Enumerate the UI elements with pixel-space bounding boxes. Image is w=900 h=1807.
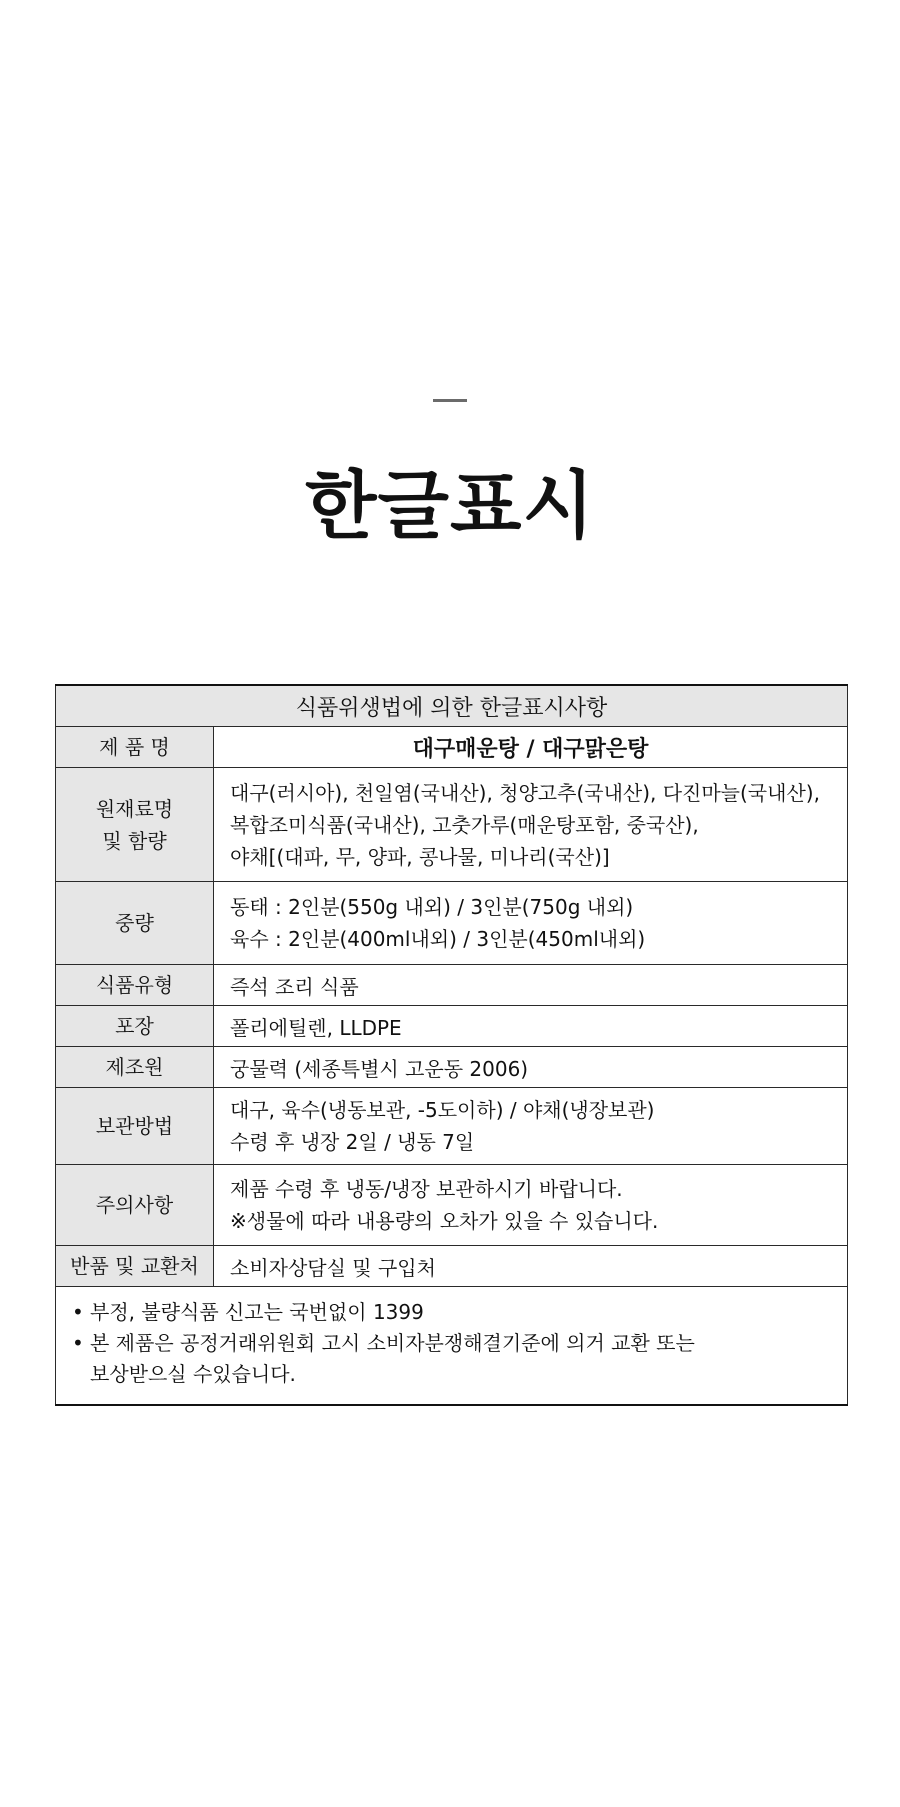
weight-value bbox=[214, 882, 848, 965]
ingredients-line: 야채[(대파, 무, 양파, 콩나물, 미나리(국산)] bbox=[230, 844, 610, 869]
weight-label: 중량 bbox=[56, 882, 214, 965]
table-row-packaging bbox=[56, 1006, 848, 1047]
ingredients-line: 대구(러시아), 천일염(국내산), 청양고추(국내산), 다진마늘(국내산), bbox=[230, 780, 820, 805]
manufacturer-value: 궁물력 (세종특별시 고운동 2006) bbox=[214, 1047, 848, 1088]
notices-cell bbox=[56, 1287, 848, 1406]
table-row-manufacturer bbox=[56, 1047, 848, 1088]
notice-item: • 부정, 불량식품 신고는 국번없이 1399 bbox=[72, 1297, 831, 1328]
caution-line: 제품 수령 후 냉동/냉장 보관하시기 바랍니다. bbox=[230, 1177, 623, 1201]
food-type-label: 식품유형 bbox=[56, 965, 214, 1006]
page-title: 한글표시 bbox=[305, 463, 595, 549]
notice-item-line: 본 제품은 공정거래위원회 고시 소비자분쟁해결기준에 의거 교환 또는 bbox=[90, 1331, 695, 1355]
storage-line: 대구, 육수(냉동보관, -5도이하) / 야채(냉장보관) bbox=[230, 1098, 655, 1122]
table-caption: 식품위생법에 의한 한글표시사항 bbox=[56, 685, 848, 727]
weight-line: 동태 : 2인분(550g 내외) / 3인분(750g 내외) bbox=[230, 895, 634, 919]
table-row-storage bbox=[56, 1088, 848, 1165]
korean-label-table bbox=[55, 684, 848, 1406]
ingredients-value bbox=[214, 768, 848, 882]
table-row-ingredients bbox=[56, 768, 848, 882]
returns-label: 반품 및 교환처 bbox=[56, 1246, 214, 1287]
ingredients-line: 복합조미식품(국내산), 고춧가루(매운탕포함, 중국산), bbox=[230, 812, 699, 837]
notice-item bbox=[72, 1328, 831, 1390]
weight-line: 육수 : 2인분(400ml내외) / 3인분(450ml내외) bbox=[230, 927, 646, 951]
caution-line: ※생물에 따라 내용량의 오차가 있을 수 있습니다. bbox=[230, 1209, 659, 1233]
table-row-caution bbox=[56, 1165, 848, 1246]
notice-item-line: 보상받으실 수있습니다. bbox=[90, 1362, 296, 1386]
manufacturer-label: 제조원 bbox=[56, 1047, 214, 1088]
table-row-food-type bbox=[56, 965, 848, 1006]
returns-value: 소비자상담실 및 구입처 bbox=[214, 1246, 848, 1287]
product-name-value: 대구매운탕 / 대구맑은탕 bbox=[214, 727, 848, 768]
ingredients-label-line: 원재료명 bbox=[95, 796, 174, 821]
ingredients-label-line: 및 함량 bbox=[102, 828, 167, 853]
ingredients-label bbox=[56, 768, 214, 882]
title-divider-dash bbox=[433, 399, 467, 402]
table-row-weight bbox=[56, 882, 848, 965]
product-name-label: 제 품 명 bbox=[56, 727, 214, 768]
packaging-value: 폴리에틸렌, LLDPE bbox=[214, 1006, 848, 1047]
storage-line: 수령 후 냉장 2일 / 냉동 7일 bbox=[230, 1130, 475, 1154]
table-row-notices bbox=[56, 1287, 848, 1406]
storage-label: 보관방법 bbox=[56, 1088, 214, 1165]
caution-value bbox=[214, 1165, 848, 1246]
caution-label: 주의사항 bbox=[56, 1165, 214, 1246]
table-row-product bbox=[56, 727, 848, 768]
food-type-value: 즉석 조리 식품 bbox=[214, 965, 848, 1006]
table-caption-row bbox=[56, 685, 848, 727]
packaging-label: 포장 bbox=[56, 1006, 214, 1047]
storage-value bbox=[214, 1088, 848, 1165]
table-row-returns bbox=[56, 1246, 848, 1287]
